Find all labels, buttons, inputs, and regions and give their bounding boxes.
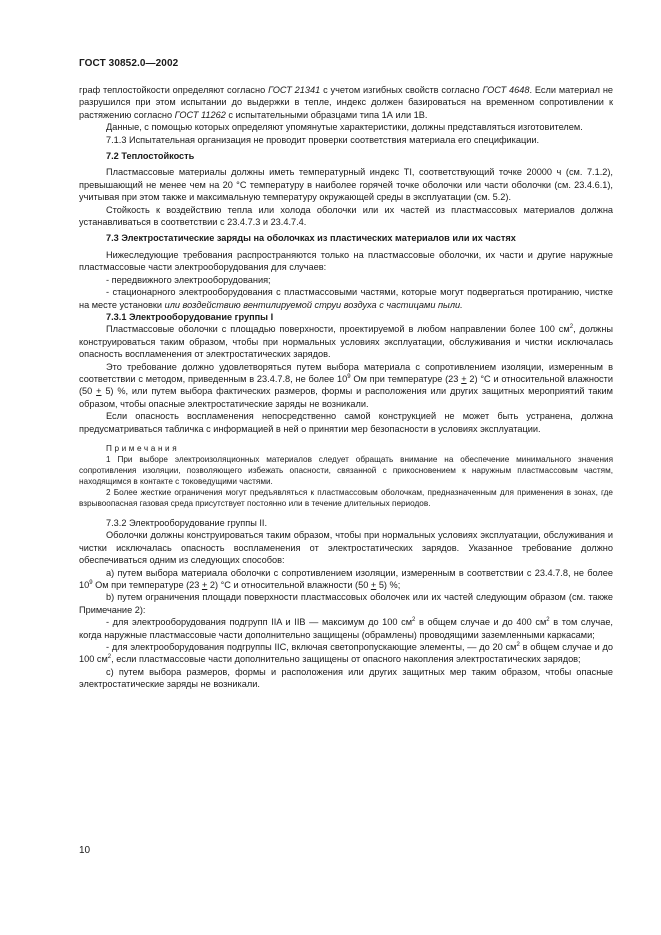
text-span: - для электрооборудования подгрупп IIA и IIB — максимум до 100 см xyxy=(106,617,413,628)
document-header: ГОСТ 30852.0—2002 xyxy=(79,58,179,69)
superscript: 2 xyxy=(569,324,574,331)
superscript: 2 xyxy=(516,641,520,648)
text-span: , если пластмассовые части дополнительно защищены от опасного накопления электростатических зарядов; xyxy=(111,654,581,665)
list-item-c: с) путем выбора размеров, формы и расположения или других защитных мер таким образом, чтобы опасные электростатические заряды не возникали. xyxy=(79,666,613,690)
superscript: 9 xyxy=(89,579,93,586)
sub-list-item xyxy=(79,641,613,666)
paragraph: Стойкость к воздействию тепла или холода оболочки или их частей из пластмассовых материалов должна устанавливаться в соответствии с 23.4.7.3 и 23.4.7.4. xyxy=(79,204,613,228)
superscript: 2 xyxy=(107,654,112,661)
paragraph xyxy=(79,323,613,360)
text-span: Пластмассовые оболочки с площадью поверхности, проектируемой в любом направлении более 100 см xyxy=(106,324,570,335)
list-item: - передвижного электрооборудования; xyxy=(106,274,271,285)
text-span: с учетом изгибных свойств согласно xyxy=(320,85,483,95)
text-span: , должны конструироваться таким образом, чтобы при нормальных условиях эксплуатации, обслуживания и чистки исключалась опасность воспламенения от электростатических зарядов. xyxy=(79,324,614,360)
text-span: Ом при температуре (23 xyxy=(92,580,202,590)
document-body xyxy=(79,84,613,691)
superscript: 2 xyxy=(546,617,550,624)
paragraph: Нижеследующие требования распространяются только на пластмассовые оболочки, их части и другие наружные пластмассовые части электрооборудования для случаев: xyxy=(79,249,613,273)
text-span: Ом при температуре (23 xyxy=(350,373,462,384)
text-span: Это требование должно удовлетворяться путем выбора материала с сопротивлением изоляции, измеренным в соответствии с методом, приведенным в 23.4.7.8, не более 10 xyxy=(79,361,613,384)
plus-minus-sign: + xyxy=(96,386,102,397)
section-heading-7-2: 7.2 Теплостойкость xyxy=(106,151,195,162)
section-heading-7-3: 7.3 Электростатические заряды на оболочках из пластических материалов или их частях xyxy=(106,233,516,244)
text-span: 2) °С и относительной влажности (50 xyxy=(79,373,613,397)
notes-title: Примечания xyxy=(106,443,180,453)
text-span: а) путем выбора материала оболочки с сопротивлением изоляции, измеренным в соответствии с 23.4.7.8, не более 10 xyxy=(79,567,613,590)
text-span: 5) %, или путем выбора фактических размеров, формы и расположения или других защитных мероприятий таким образом, чтобы опасные электростатические заряды не возникали. xyxy=(79,386,613,409)
text-span: 5) %; xyxy=(376,580,401,590)
text-span: - для электрооборудования подгруппы IIC, включая светопропускающие элементы, — до 20 см xyxy=(106,642,517,653)
sub-list-item xyxy=(79,616,613,641)
standard-reference: ГОСТ 4648 xyxy=(482,85,530,95)
text-span: в том случае, когда наружные пластмассовые части дополнительно защищены (обрамлены) проводящими заземленными каркасами; xyxy=(79,617,613,640)
note-2: 2 Более жесткие ограничения могут предъявляться к пластмассовым оболочкам, предназначенным для применения в зонах, где взрывоопасная газовая среда присутствует постоянно или в течение длительных периодов. xyxy=(79,487,613,508)
note-1: 1 При выборе электроизоляционных материалов следует обращать внимание на обеспечение минимального значения сопротивления изоляции, позволяющего избежать опасности, связанной с прикосновением к наружным пластмассовым частям, находящимся в контакте с токоведущими частями. xyxy=(79,454,613,486)
text-span: граф теплостойкости определяют согласно xyxy=(79,85,269,95)
list-item-a xyxy=(79,567,613,592)
superscript: 9 xyxy=(347,373,351,380)
text-span: в общем случае и до 400 см xyxy=(415,617,547,628)
clause-7-3-2-heading: 7.3.2 Электрооборудование группы II. xyxy=(106,517,268,528)
clause-7-1-3: 7.1.3 Испытательная организация не проводит проверки соответствия материала его спецификации. xyxy=(106,134,540,145)
text-span: в общем случае и до 100 см xyxy=(79,642,613,665)
paragraph xyxy=(79,361,613,411)
standard-reference: ГОСТ 21341 xyxy=(268,85,321,95)
paragraph: Оболочки должны конструироваться таким образом, чтобы при нормальных условиях эксплуатации, обслуживания и чистки исключалась опасность воспламенения от электростатических зарядов. Указанное требование должно обеспечиваться одним из следующих способов: xyxy=(79,530,613,566)
superscript: 2 xyxy=(412,617,416,624)
text-span: с испытательными образцами типа 1А или 1В. xyxy=(225,109,428,120)
paragraph: Если опасность воспламенения непосредственно самой конструкцией не может быть устранена, должна предусматриваться табличка с информацией в ней о принятии мер безопасности в условиях эксплуатации. xyxy=(79,411,613,434)
text-span: . Если материал не разрушился при этом испытании до выдержки в тепле, индекс должен базироваться на временном сопротивлении к растяжению согласно xyxy=(79,85,614,120)
paragraph: Данные, с помощью которых определяют упомянутые характеристики, должны представляться изготовителем. xyxy=(106,122,583,133)
italic-text: или воздействию вентилируемой струи воздуха с частицами пыли. xyxy=(164,299,463,310)
page-number: 10 xyxy=(79,845,91,856)
text-span: 2) °С и относительной влажности (50 xyxy=(207,580,371,590)
paragraph-continued xyxy=(79,84,613,121)
text-span: - стационарного электрооборудования с пластмассовыми частями, которые могут подвергаться протиранию, чистке на месте установки xyxy=(79,287,613,310)
plus-minus-sign: + xyxy=(461,373,467,384)
section-heading-7-3-1: 7.3.1 Электрооборудование группы I xyxy=(106,311,274,322)
paragraph: Пластмассовые материалы должны иметь температурный индекс TI, соответствующий точке 20000 ч (см. 7.1.2), превышающий не менее чем на 20 °С температуру в наиболее горячей точке оболочки или части оболочки (см. 23.4.6.1), учитывая при этом также и максимальную температуру окружающей среды в эксплуатации (см. 5.2). xyxy=(79,167,613,203)
list-item-b: b) путем ограничения площади поверхности пластмассовых оболочек или их частей следующим образом (см. также Примечание 2): xyxy=(79,592,613,615)
plus-minus-sign: + xyxy=(370,580,377,590)
standard-reference: ГОСТ 11262 xyxy=(174,109,226,120)
plus-minus-sign: + xyxy=(201,580,208,590)
list-item xyxy=(79,286,613,311)
